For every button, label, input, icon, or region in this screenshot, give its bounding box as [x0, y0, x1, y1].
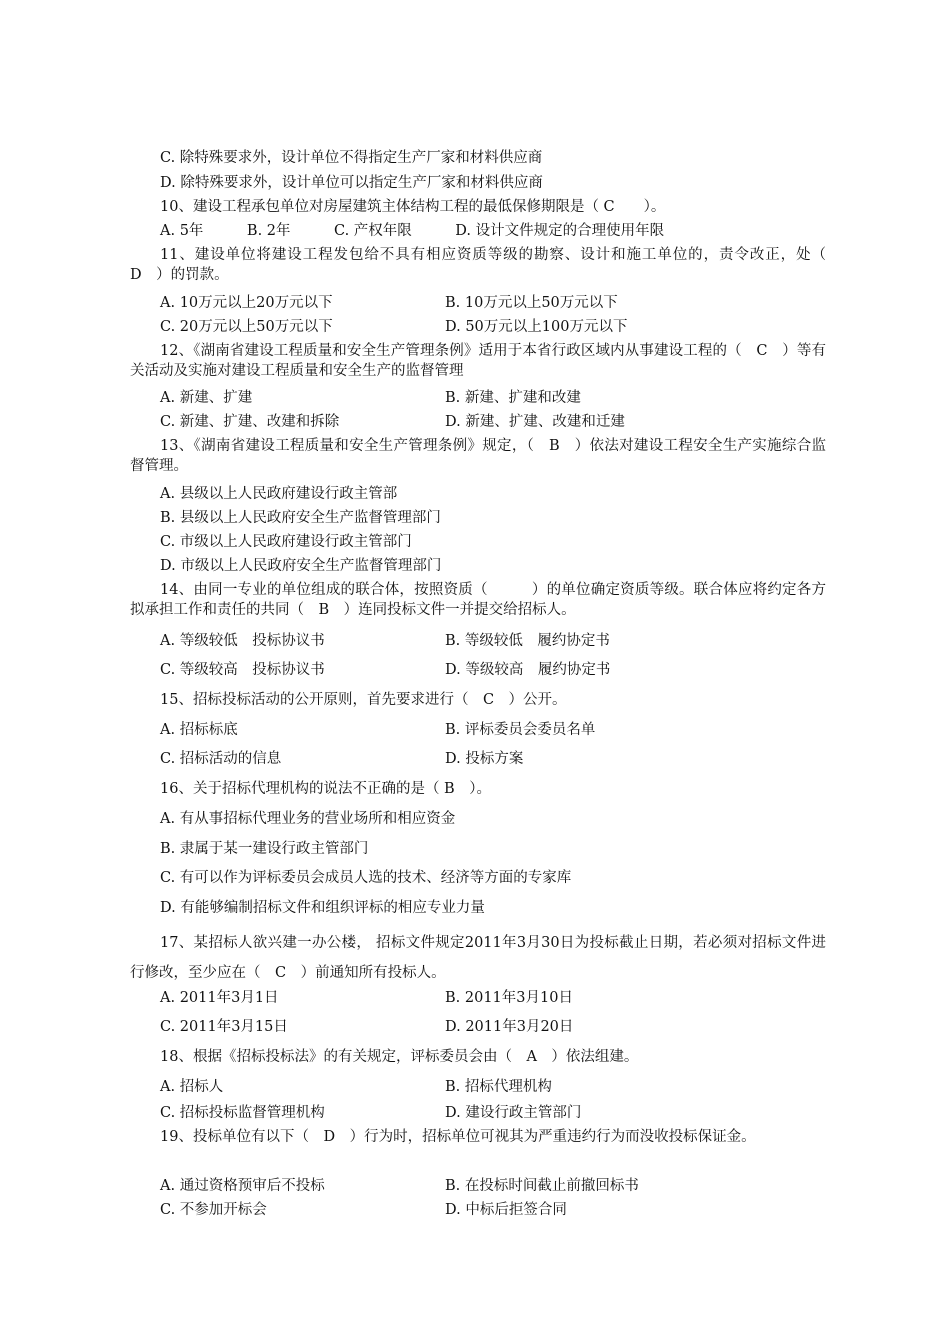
option-line: D. 建设行政主管部门	[445, 1105, 582, 1121]
question-line: 16、关于招标代理机构的说法不正确的是（ B ）。	[160, 781, 491, 797]
option-line: B. 招标代理机构	[445, 1079, 552, 1095]
option-line: A. 等级较低 投标协议书	[160, 633, 325, 649]
option-line: A. 通过资格预审后不投标	[160, 1178, 325, 1194]
option-line: D. 新建、扩建、改建和迁建	[445, 414, 625, 430]
option-line: C. 招标投标监督管理机构	[160, 1105, 325, 1121]
option-line: B. 2011年3月10日	[445, 990, 573, 1006]
option-line: D. 2011年3月20日	[445, 1019, 574, 1035]
question-line: 13、《湖南省建设工程质量和安全生产管理条例》规定，（ B ）依法对建设工程安全生产实施综合监督管理。	[130, 438, 826, 474]
option-line: B. 评标委员会委员名单	[445, 722, 596, 738]
option-line: D. 50万元以上100万元以下	[445, 319, 628, 335]
option-line: D. 等级较高 履约协定书	[445, 662, 611, 678]
option-line: D. 有能够编制招标文件和组织评标的相应专业力量	[160, 900, 485, 916]
question-line: 17、某招标人欲兴建一办公楼， 招标文件规定2011年3月30日为投标截止日期，若必须对招标文件进行修改，至少应在（ C ）前通知所有投标人。	[130, 935, 826, 981]
option-line: A. 招标标底	[160, 722, 238, 738]
option-line: B. 新建、扩建和改建	[445, 390, 581, 406]
option-line: A. 2011年3月1日	[160, 990, 279, 1006]
option-line: C. 新建、扩建、改建和拆除	[160, 414, 340, 430]
option-line: C. 市级以上人民政府建设行政主管部门	[160, 534, 412, 550]
question-line: 18、根据《招标投标法》的有关规定，评标委员会由（ A ）依法组建。	[160, 1049, 639, 1065]
option-line: D. 投标方案	[445, 751, 524, 767]
option-line: D. 市级以上人民政府安全生产监督管理部门	[160, 558, 442, 574]
option-line: D. 中标后拒签合同	[445, 1202, 567, 1218]
option-line: C. 等级较高 投标协议书	[160, 662, 325, 678]
option-line: C. 招标活动的信息	[160, 751, 282, 767]
question-line: 19、投标单位有以下（ D ）行为时，招标单位可视其为严重违约行为而没收投标保证金。	[160, 1129, 756, 1145]
option-line: A. 有从事招标代理业务的营业场所和相应资金	[160, 811, 456, 827]
option-line: B. 县级以上人民政府安全生产监督管理部门	[160, 510, 441, 526]
option-line: B. 隶属于某一建设行政主管部门	[160, 841, 369, 857]
option-line: C. 2011年3月15日	[160, 1019, 288, 1035]
option-line: A. 县级以上人民政府建设行政主管部	[160, 486, 398, 502]
option-line: B. 10万元以上50万元以下	[445, 295, 618, 311]
option-line: B. 在投标时间截止前撤回标书	[445, 1178, 639, 1194]
option-line: C. 除特殊要求外，设计单位不得指定生产厂家和材料供应商	[160, 150, 543, 166]
option-line: A. 10万元以上20万元以下	[160, 295, 333, 311]
option-line: C. 不参加开标会	[160, 1202, 267, 1218]
option-line: A. 新建、扩建	[160, 390, 253, 406]
question-line: 11、建设单位将建设工程发包给不具有相应资质等级的勘察、设计和施工单位的，责令改正，处（ D ）的罚款。	[130, 247, 841, 283]
option-line: D. 除特殊要求外，设计单位可以指定生产厂家和材料供应商	[160, 175, 543, 191]
option-line: B. 等级较低 履约协定书	[445, 633, 610, 649]
option-line: A. 5年 B. 2年 C. 产权年限 D. 设计文件规定的合理使用年限	[160, 223, 665, 239]
question-line: 12、《湖南省建设工程质量和安全生产管理条例》适用于本省行政区域内从事建设工程的（ C ）等有关活动及实施对建设工程质量和安全生产的监督管理	[130, 343, 826, 379]
question-line: 14、由同一专业的单位组成的联合体，按照资质（ ）的单位确定资质等级。联合体应将约定各方拟承担工作和责任的共同（ B ）连同投标文件一并提交给招标人。	[130, 582, 826, 618]
option-line: C. 有可以作为评标委员会成员人选的技术、经济等方面的专家库	[160, 870, 572, 886]
option-line: C. 20万元以上50万元以下	[160, 319, 333, 335]
option-line: A. 招标人	[160, 1079, 224, 1095]
question-line: 15、招标投标活动的公开原则，首先要求进行（ C ）公开。	[160, 692, 567, 708]
question-line: 10、建设工程承包单位对房屋建筑主体结构工程的最低保修期限是（ C ）。	[160, 199, 666, 215]
